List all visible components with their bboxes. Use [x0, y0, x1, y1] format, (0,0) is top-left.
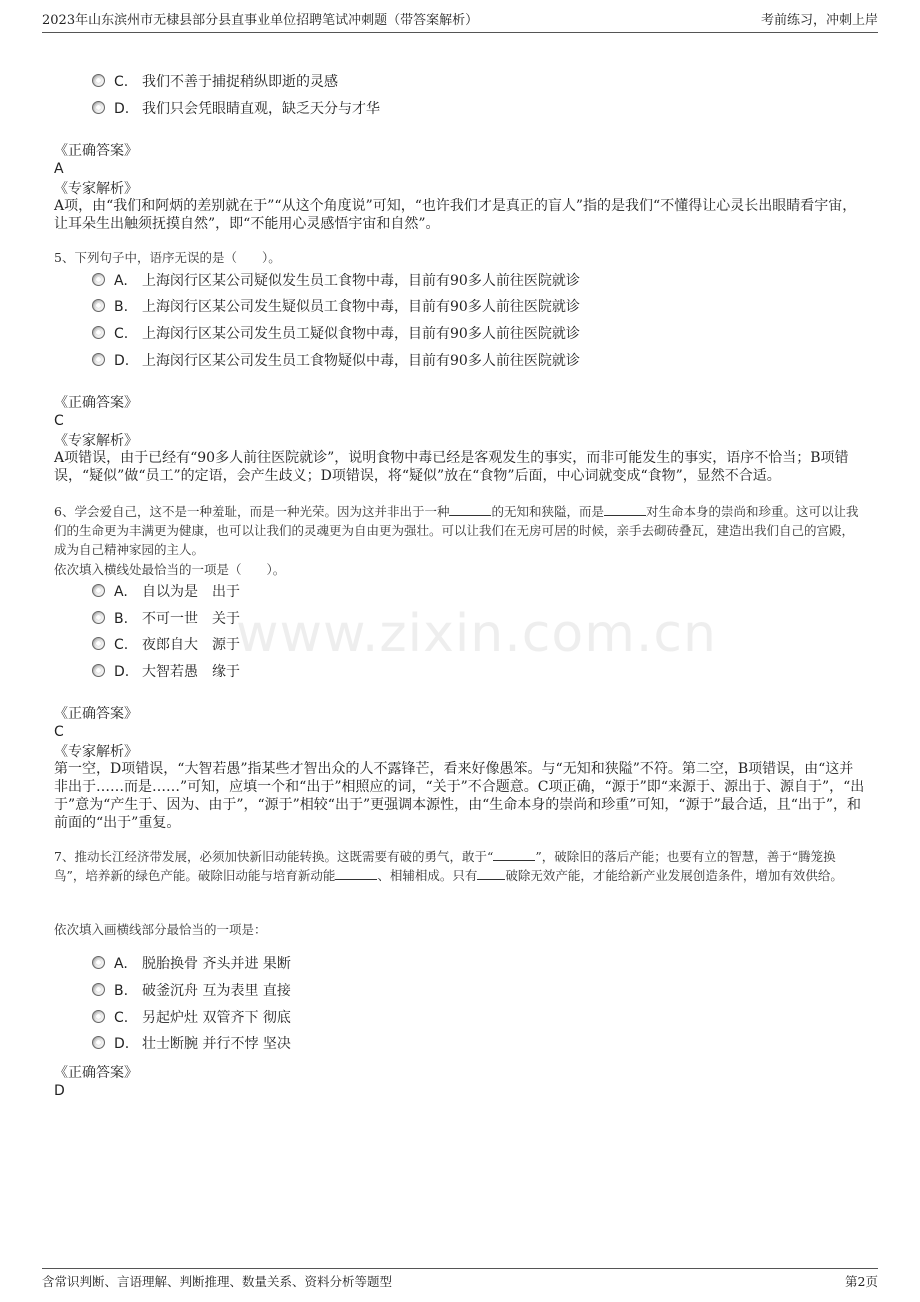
- q5-stem: 5、下列句子中，语序无误的是（ ）。: [54, 250, 281, 265]
- q7-answer: D: [54, 1083, 65, 1099]
- blank-2: [604, 515, 646, 516]
- q5-option-a[interactable]: A. 上海闵行区某公司疑似发生员工食物中毒，目前有90多人前往医院就诊: [92, 271, 580, 291]
- radio-icon[interactable]: [92, 956, 105, 969]
- radio-icon[interactable]: [92, 637, 105, 650]
- q4-answer-label: 《正确答案》: [54, 143, 138, 159]
- q6-stem: 6、学会爱自己，这不是一种羞耻，而是一种光荣。因为这并非出于一种 的无知和狭隘，而是 对生命本身的崇尚和珍重。这可以让我们的生命更为丰满更为健康，也可以让我们的灵魂更为自由更为强壮。可以让我们在无房可居的时候，亲手去砌砖叠瓦，建造出我们自己的宫殿，成为自己精神家园的主人。: [54, 504, 859, 557]
- radio-icon[interactable]: [92, 664, 105, 677]
- radio-icon[interactable]: [92, 353, 105, 366]
- blank-2: [335, 879, 377, 880]
- q4-analysis-label: 《专家解析》: [54, 181, 138, 197]
- q7-option-b[interactable]: B. 破釜沉舟 互为表里 直接: [92, 981, 291, 1001]
- footer-note: 含常识判断、言语理解、判断推理、数量关系、资料分析等题型: [42, 1274, 393, 1289]
- radio-icon[interactable]: [92, 74, 105, 87]
- radio-icon[interactable]: [92, 101, 105, 114]
- radio-icon[interactable]: [92, 299, 105, 312]
- q5-answer: C: [54, 413, 64, 429]
- q6-answer-label: 《正确答案》: [54, 706, 138, 722]
- radio-icon[interactable]: [92, 1036, 105, 1049]
- q7-option-d[interactable]: D. 壮士断腕 并行不悖 坚决: [92, 1034, 291, 1054]
- q6-option-d[interactable]: D. 大智若愚 缘于: [92, 662, 240, 682]
- q4-answer: A: [54, 161, 64, 177]
- q5-option-d[interactable]: D. 上海闵行区某公司发生员工食物疑似中毒，目前有90多人前往医院就诊: [92, 351, 580, 371]
- blank-1: [493, 860, 535, 861]
- q6-option-b[interactable]: B. 不可一世 关于: [92, 609, 240, 629]
- q7-option-a[interactable]: A. 脱胎换骨 齐头并进 果断: [92, 954, 291, 974]
- q4-option-c[interactable]: C. 我们不善于捕捉稍纵即逝的灵感: [92, 72, 338, 92]
- q7-prompt: 依次填入画横线部分最恰当的一项是：: [54, 922, 267, 937]
- q4-analysis: A项，由“我们和阿炳的差别就在于”“从这个角度说”可知，“也许我们才是真正的盲人”指的是我们“不懂得让心灵长出眼睛看宇宙，让耳朵生出触须抚摸自然”，即“不能用心灵感悟宇宙和自然”。: [54, 198, 857, 232]
- q6-prompt: 依次填入横线处最恰当的一项是（ ）。: [54, 562, 286, 577]
- page-header: [42, 10, 878, 33]
- q6-answer: C: [54, 724, 64, 740]
- q6-analysis: 第一空，D项错误，“大智若愚”指某些才智出众的人不露锋芒，看来好像愚笨。与“无知和狭隘”不符。第二空，B项错误，由“这并非出于……而是……”可知，应填一个和“出于”相照应的词，“关于”不合题意。C项正确，“源于”即“来源于、源出于、源自于”，“出于”意为“产生于、因为、由于”，“源于”相较“出于”更强调本源性，由“生命本身的崇尚和珍重”可知，“源于”最合适，且“出于”，和前面的“出于”重复。: [54, 761, 865, 831]
- blank-3: [477, 879, 505, 880]
- q7-stem: 7、推动长江经济带发展，必须加快新旧动能转换。这既需要有破的勇气，敢于“ ”，破除旧的落后产能；也要有立的智慧，善于“腾笼换鸟”，培养新的绿色产能。破除旧动能与培育新动能 、相辅相成。只有 破除无效产能，才能给新产业发展创造条件，增加有效供给。: [54, 849, 843, 883]
- header-slogan: 考前练习，冲刺上岸: [760, 13, 878, 28]
- q5-analysis-label: 《专家解析》: [54, 433, 138, 449]
- radio-icon[interactable]: [92, 326, 105, 339]
- radio-icon[interactable]: [92, 273, 105, 286]
- radio-icon[interactable]: [92, 584, 105, 597]
- q6-option-a[interactable]: A. 自以为是 出于: [92, 582, 240, 602]
- q7-answer-label: 《正确答案》: [54, 1065, 138, 1081]
- q7-option-c[interactable]: C. 另起炉灶 双管齐下 彻底: [92, 1008, 291, 1028]
- radio-icon[interactable]: [92, 611, 105, 624]
- document-title: 2023年山东滨州市无棣县部分县直事业单位招聘笔试冲刺题（带答案解析）: [42, 13, 479, 28]
- q5-option-b[interactable]: B. 上海闵行区某公司发生疑似员工食物中毒，目前有90多人前往医院就诊: [92, 297, 580, 317]
- q6-option-c[interactable]: C. 夜郎自大 源于: [92, 635, 240, 655]
- q6-analysis-label: 《专家解析》: [54, 744, 138, 760]
- q5-option-c[interactable]: C. 上海闵行区某公司发生员工疑似食物中毒，目前有90多人前往医院就诊: [92, 324, 580, 344]
- radio-icon[interactable]: [92, 1010, 105, 1023]
- q4-option-d[interactable]: D. 我们只会凭眼睛直观，缺乏天分与才华: [92, 99, 380, 119]
- page-footer: [42, 1268, 878, 1289]
- radio-icon[interactable]: [92, 983, 105, 996]
- q5-answer-label: 《正确答案》: [54, 395, 138, 411]
- watermark: www.zixin.com.cn: [236, 604, 717, 664]
- page-number: 第2页: [845, 1274, 878, 1289]
- blank-1: [449, 515, 491, 516]
- q5-analysis: A项错误，由于已经有“90多人前往医院就诊”，说明食物中毒已经是客观发生的事实，而非可能发生的事实，语序不恰当；B项错误，“疑似”做“员工”的定语，会产生歧义；D项错误，将“疑似”放在“食物”后面，中心词就变成“食物”，显然不合适。: [54, 450, 849, 484]
